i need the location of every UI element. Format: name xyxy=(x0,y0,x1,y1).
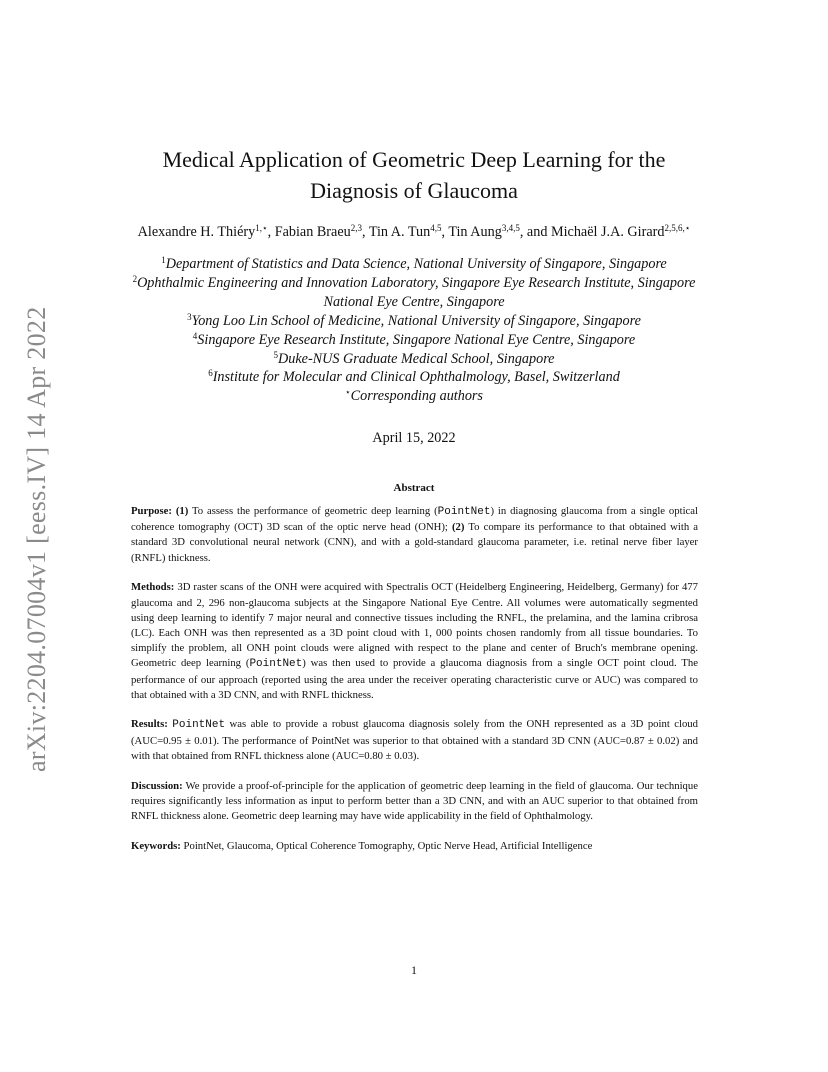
paragraph-text: 3D raster scans of the ONH were acquired with Spectralis OCT (Heidelberg Engineering, Heidelberg, Germany) for 477 glaucoma and 2, 296 non-glaucoma subjects at the Singapore National Eye Centre. All volumes were automatically segmented using deep learning to identify 7 major neural and connective tissues including the RNFL, the prelamina, and the lamina cribrosa (LC). Each ONH was then represented as a 3D point cloud with 1, 000 points chosen randomly from all tissue boundaries. To simplify the problem, all ONH point clouds were aligned with respect to the plane and center of Bruch's membrane opening. Geometric deep learning ( xyxy=(131,581,698,670)
author xyxy=(369,224,449,240)
item-number: (2) xyxy=(452,521,465,534)
abstract-purpose xyxy=(131,504,698,566)
author-affiliation-marker: 2,3 xyxy=(350,223,362,233)
author-separator: , xyxy=(441,224,449,240)
section-label: Methods: xyxy=(131,581,175,594)
title-line-1: Medical Application of Geometric Deep Learning for the xyxy=(162,147,666,172)
paragraph-text: To compare its performance to that obtained with a standard 3D convolutional neural network (CNN), and with a gold-standard glaucoma parameter, i.e. retinal nerve fiber layer (RNFL) thickness. xyxy=(131,521,698,564)
affiliation-text: Ophthalmic Engineering and Innovation Laboratory, Singapore Eye Research Institute, Singapore xyxy=(137,274,696,291)
author-affiliation-marker: 2,5,6,⋆ xyxy=(664,223,691,233)
code-term: PointNet xyxy=(437,506,491,518)
author-separator: , xyxy=(267,224,275,240)
affiliation-marker: 3 xyxy=(187,311,192,322)
paragraph-text: ) was then used to provide a glaucoma diagnosis from a single OCT point cloud. The performance of our approach (reported using the area under the receiver operating characteristic curve or AUC) was compared to that obtained with a 3D CNN, and with RNFL thickness. xyxy=(131,657,698,701)
affiliation-item xyxy=(0,274,828,293)
affiliation-item xyxy=(0,255,828,274)
paragraph-text: We provide a proof-of-principle for the application of geometric deep learning in the field of glaucoma. Our technique requires significantly less information as input to perform better than a 3D CNN, and with an AUC superior to that obtained from RNFL thickness alone. Geometric deep learning may have wide applicability in the field of Ophthalmology. xyxy=(131,779,698,822)
abstract-results xyxy=(131,717,698,764)
affiliation-text: Corresponding authors xyxy=(350,388,483,405)
author-separator: , and xyxy=(519,224,551,240)
author-affiliation-marker: 4,5 xyxy=(430,223,442,233)
section-label: Discussion: xyxy=(131,779,183,792)
paragraph-text: was able to provide a robust glaucoma diagnosis solely from the ONH represented as a 3D point cloud (AUC=0.95 ± 0.01). The performance of PointNet was superior to that obtained with a standard 3D CNN (AUC=0.87 ± 0.02) and with that obtained from RNFL thickness alone (AUC=0.80 ± 0.03). xyxy=(131,718,698,762)
abstract-body xyxy=(131,504,698,868)
affiliation-marker: 6 xyxy=(208,368,213,379)
abstract-heading: Abstract xyxy=(393,482,435,494)
author xyxy=(138,224,275,240)
author-affiliation-marker: 1,⋆ xyxy=(255,223,268,233)
abstract-methods xyxy=(131,580,698,703)
paragraph-text: PointNet, Glaucoma, Optical Coherence Tomography, Optic Nerve Head, Artificial Intelligence xyxy=(180,839,593,852)
section-label: Results: xyxy=(131,718,168,731)
author xyxy=(551,224,690,240)
affiliation-text: Singapore Eye Research Institute, Singapore National Eye Centre, Singapore xyxy=(197,331,636,348)
author-separator: , xyxy=(361,224,369,240)
author xyxy=(275,224,369,240)
paragraph-text: ) in diagnosing glaucoma from a single optical coherence tomography (OCT) 3D scan of the optic nerve head (ONH); xyxy=(131,505,698,534)
affiliation-marker: 1 xyxy=(161,255,166,265)
affiliation-item xyxy=(0,293,828,312)
publication-date: April 15, 2022 xyxy=(372,430,456,446)
affiliation-text: National Eye Centre, Singapore xyxy=(323,293,505,310)
affiliation-marker: 4 xyxy=(192,330,198,341)
affiliation-marker: 5 xyxy=(273,349,279,360)
author-name: Tin A. Tun xyxy=(368,224,431,240)
paragraph-text: To assess the performance of geometric deep learning ( xyxy=(188,505,438,517)
author-list xyxy=(0,222,828,242)
abstract-keywords xyxy=(131,839,698,854)
affiliation-item xyxy=(0,331,828,350)
code-term: PointNet xyxy=(172,719,226,732)
affiliation-text: Department of Statistics and Data Science, National University of Singapore, Singapore xyxy=(165,256,667,272)
author-affiliation-marker: 3,4,5 xyxy=(501,223,520,233)
affiliation-item xyxy=(0,312,828,331)
affiliation-text: Yong Loo Lin School of Medicine, National University of Singapore, Singapore xyxy=(191,312,641,329)
author xyxy=(448,224,551,240)
author-name: Michaël J.A. Girard xyxy=(550,224,665,240)
affiliation-item xyxy=(0,387,828,406)
affiliation-text: Duke-NUS Graduate Medical School, Singapore xyxy=(278,350,555,367)
author-name: Tin Aung xyxy=(448,224,502,240)
code-term: PointNet xyxy=(249,658,303,671)
arxiv-identifier-stamp: arXiv:2204.07004v1 [eess.IV] 14 Apr 2022 xyxy=(22,306,51,772)
title-line-2: Diagnosis of Glaucoma xyxy=(310,178,518,203)
section-label: Purpose: xyxy=(131,505,172,517)
author-name: Fabian Braeu xyxy=(274,224,351,240)
author-name: Alexandre H. Thiéry xyxy=(137,224,256,240)
section-label: Keywords: xyxy=(131,839,181,852)
affiliation-marker: ⋆ xyxy=(345,387,351,398)
affiliation-item xyxy=(0,350,828,369)
abstract-discussion xyxy=(131,779,698,825)
item-number: (1) xyxy=(175,505,189,517)
affiliation-list xyxy=(0,255,828,406)
page-number: 1 xyxy=(411,963,417,977)
paper-title xyxy=(0,144,828,206)
affiliation-marker: 2 xyxy=(132,273,138,284)
affiliation-item xyxy=(0,368,828,387)
affiliation-text: Institute for Molecular and Clinical Ophthalmology, Basel, Switzerland xyxy=(212,369,620,386)
